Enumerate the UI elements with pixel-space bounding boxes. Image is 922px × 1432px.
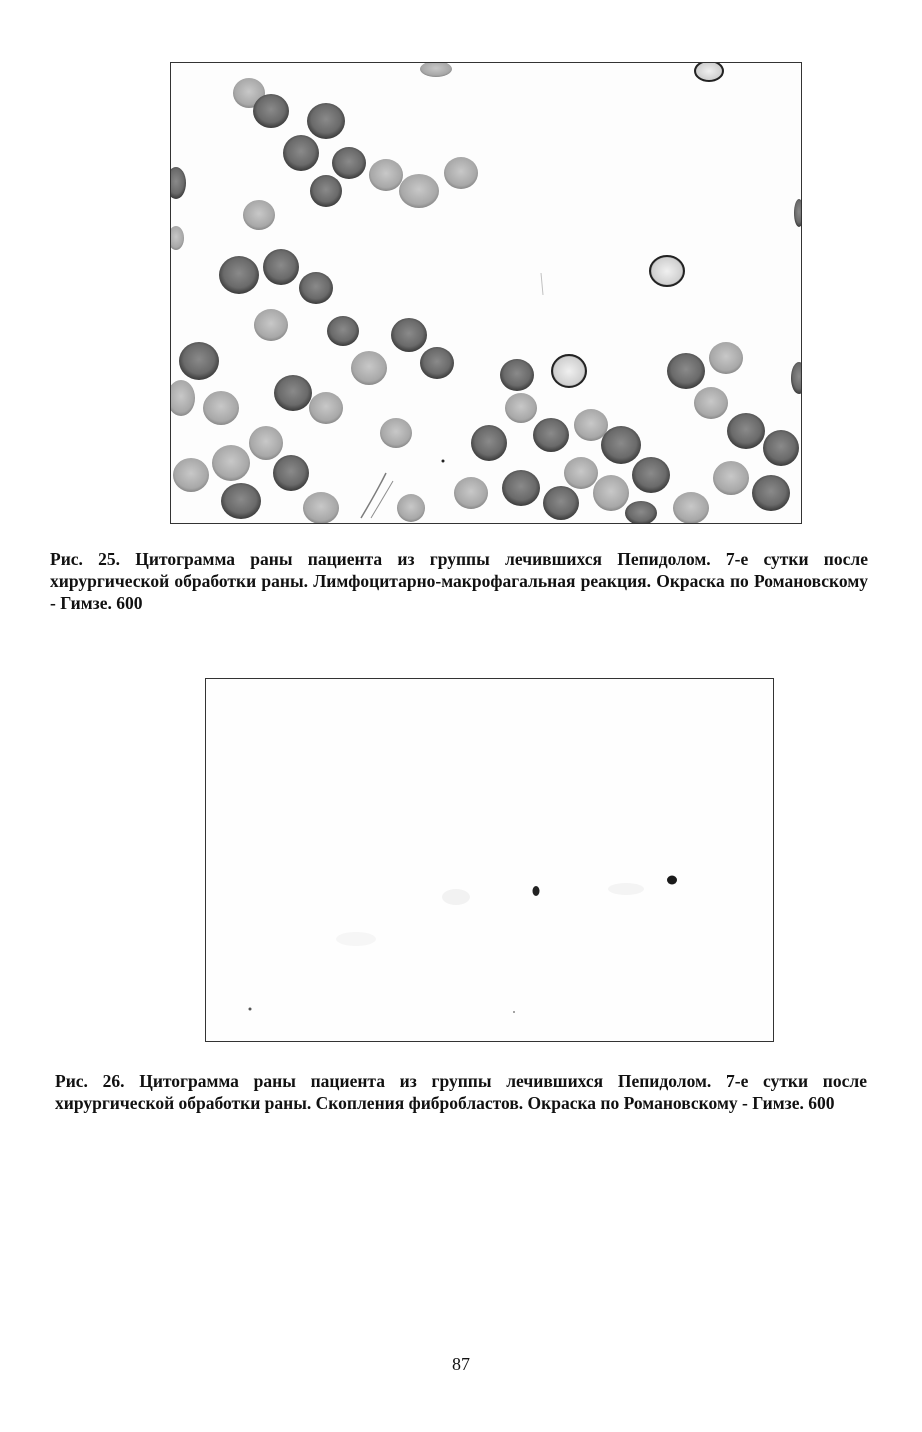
figure-25-micrograph: [170, 62, 802, 524]
figure-26-micrograph: [205, 678, 774, 1042]
page-number: 87: [452, 1354, 470, 1374]
figure-26-cells: [206, 679, 774, 1042]
figure-25-caption: Рис. 25. Цитограмма раны пациента из группы лечившихся Пепидолом. 7-е сутки после хирургической обработки раны. Лимфоцитарно-макрофагальная реакция. Окраска по Романовскому - Гимзе. 600: [50, 549, 868, 613]
cell-specks: [249, 876, 678, 1014]
cell-cluster: [171, 63, 802, 524]
figure-25-cells: [171, 63, 802, 524]
figure-26-caption: Рис. 26. Цитограмма раны пациента из группы лечившихся Пепидолом. 7-е сутки после хирургической обработки раны. Скопления фибробластов. Окраска по Романовскому - Гимзе. 600: [55, 1071, 867, 1113]
